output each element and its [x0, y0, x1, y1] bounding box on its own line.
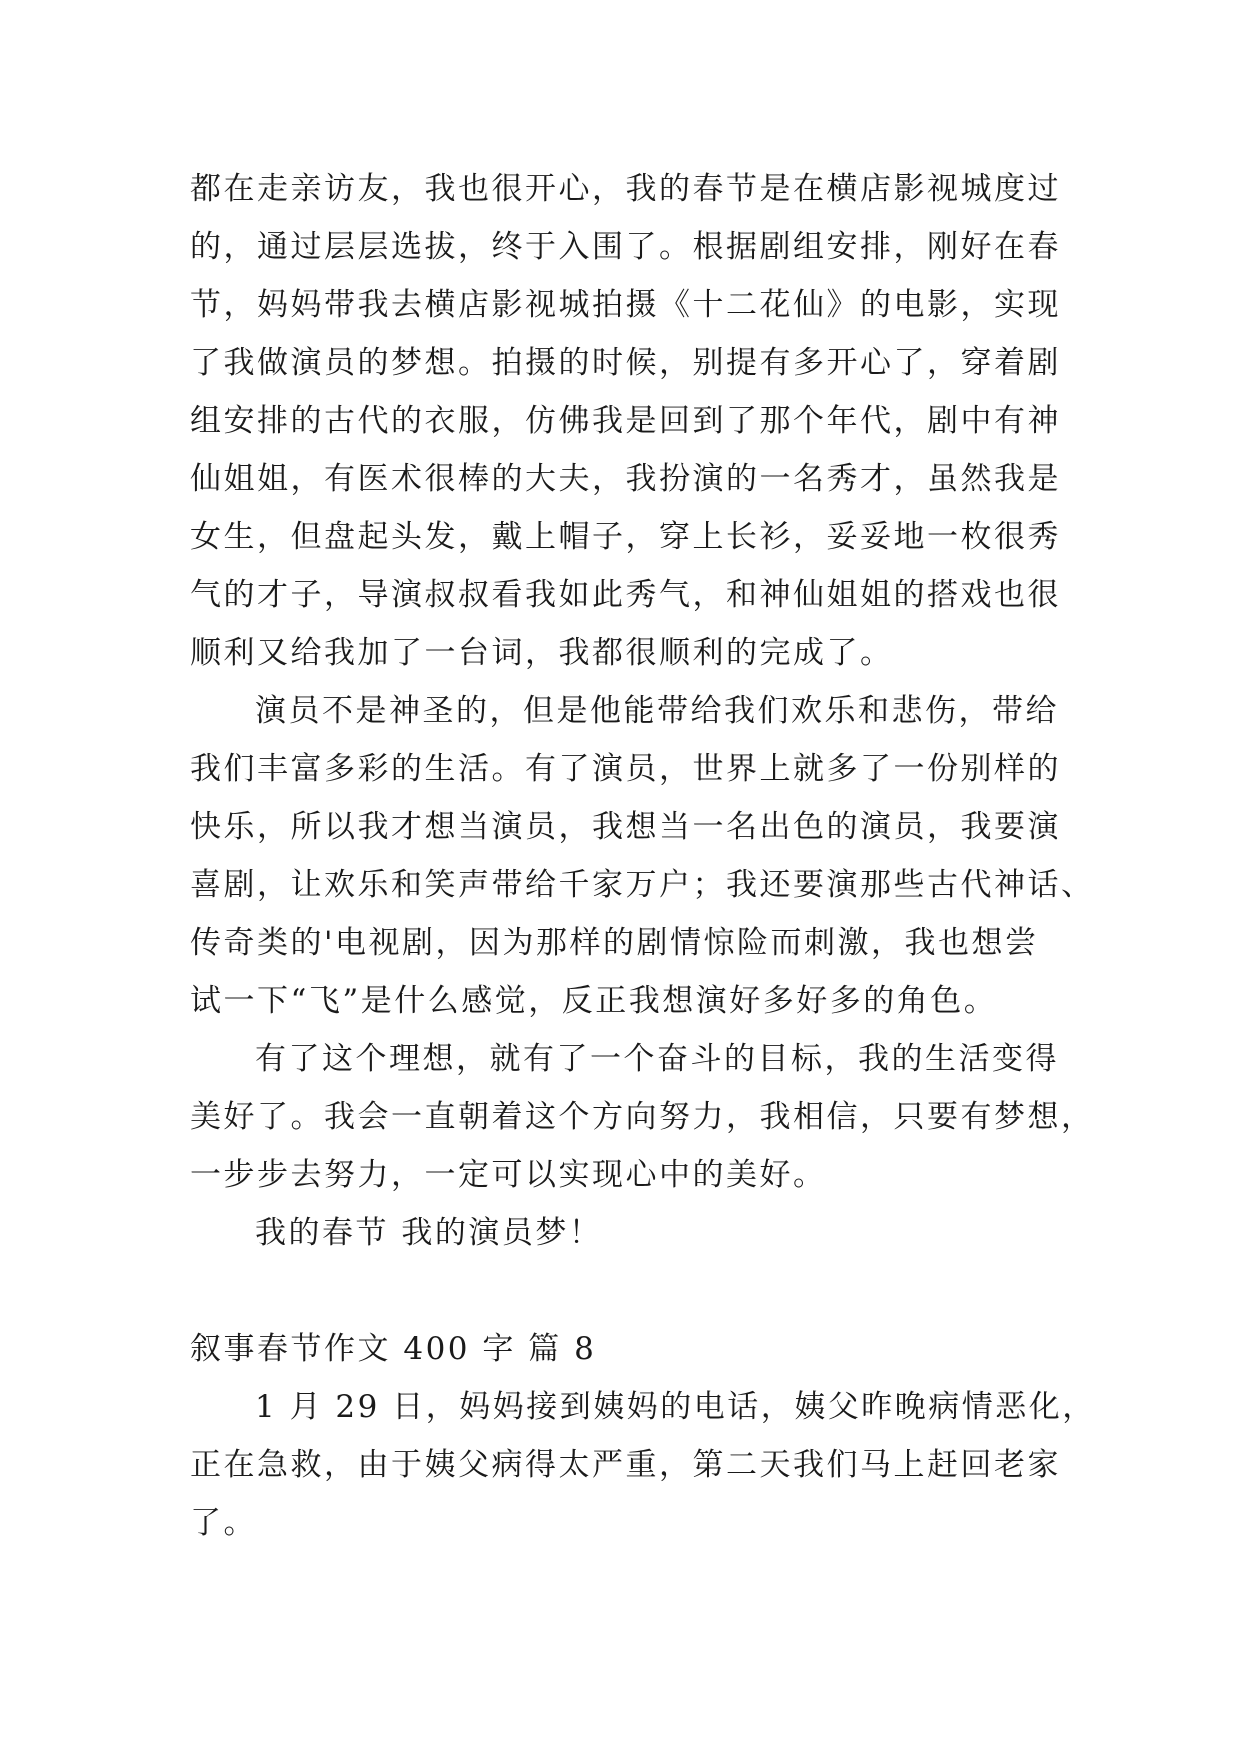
text-line: 了我做演员的梦想。拍摄的时候，别提有多开心了，穿着剧	[190, 345, 1061, 381]
text-line: 顺利又给我加了一台词，我都很顺利的完成了。	[190, 635, 894, 671]
paragraph	[190, 682, 1095, 1030]
text-line: 有了这个理想，就有了一个奋斗的目标，我的生活变得	[255, 1041, 1059, 1077]
paragraph	[190, 1378, 1096, 1552]
text-line: 组安排的古代的衣服，仿佛我是回到了那个年代，剧中有神	[190, 403, 1061, 439]
paragraph	[190, 1030, 1095, 1204]
text-line: 喜剧，让欢乐和笑声带给千家万户；我还要演那些古代神话、	[190, 867, 1095, 903]
section-spacer	[190, 1262, 1060, 1320]
text-line: 一步步去努力，一定可以实现心中的美好。	[190, 1157, 827, 1193]
text-line: 仙姐姐，有医术很棒的大夫，我扮演的一名秀才，虽然我是	[190, 461, 1061, 497]
document-body	[190, 160, 1096, 1552]
text-line: 演员不是神圣的，但是他能带给我们欢乐和悲伤，带给	[255, 693, 1059, 729]
paragraph	[190, 160, 1060, 682]
section-heading: 叙事春节作文 400 字 篇 8	[190, 1331, 597, 1367]
text-line: 美好了。我会一直朝着这个方向努力，我相信，只要有梦想，	[190, 1099, 1095, 1135]
text-line: 了。	[190, 1505, 257, 1541]
text-line: 1 月 29 日，妈妈接到姨妈的电话，姨父昨晚病情恶化，	[255, 1389, 1096, 1425]
text-line: 我的春节 我的演员梦！	[255, 1215, 603, 1251]
text-line: 气的才子，导演叔叔看我如此秀气，和神仙姐姐的搭戏也很	[190, 577, 1061, 613]
text-line: 女生，但盘起头发，戴上帽子，穿上长衫，妥妥地一枚很秀	[190, 519, 1061, 555]
text-line: 传奇类的'电视剧，因为那样的剧情惊险而刺激，我也想尝	[190, 925, 1039, 961]
text-line: 快乐，所以我才想当演员，我想当一名出色的演员，我要演	[190, 809, 1061, 845]
text-line: 试一下“飞”是什么感觉，反正我想演好多好多的角色。	[190, 983, 998, 1019]
text-line: 正在急救，由于姨父病得太严重，第二天我们马上赶回老家	[190, 1447, 1061, 1483]
text-line: 节，妈妈带我去横店影视城拍摄《十二花仙》的电影，实现	[190, 287, 1061, 323]
text-line: 的，通过层层选拔，终于入围了。根据剧组安排，刚好在春	[190, 229, 1061, 265]
paragraph	[190, 1204, 1060, 1262]
text-line: 都在走亲访友，我也很开心，我的春节是在横店影视城度过	[190, 171, 1061, 207]
text-line: 我们丰富多彩的生活。有了演员，世界上就多了一份别样的	[190, 751, 1061, 787]
